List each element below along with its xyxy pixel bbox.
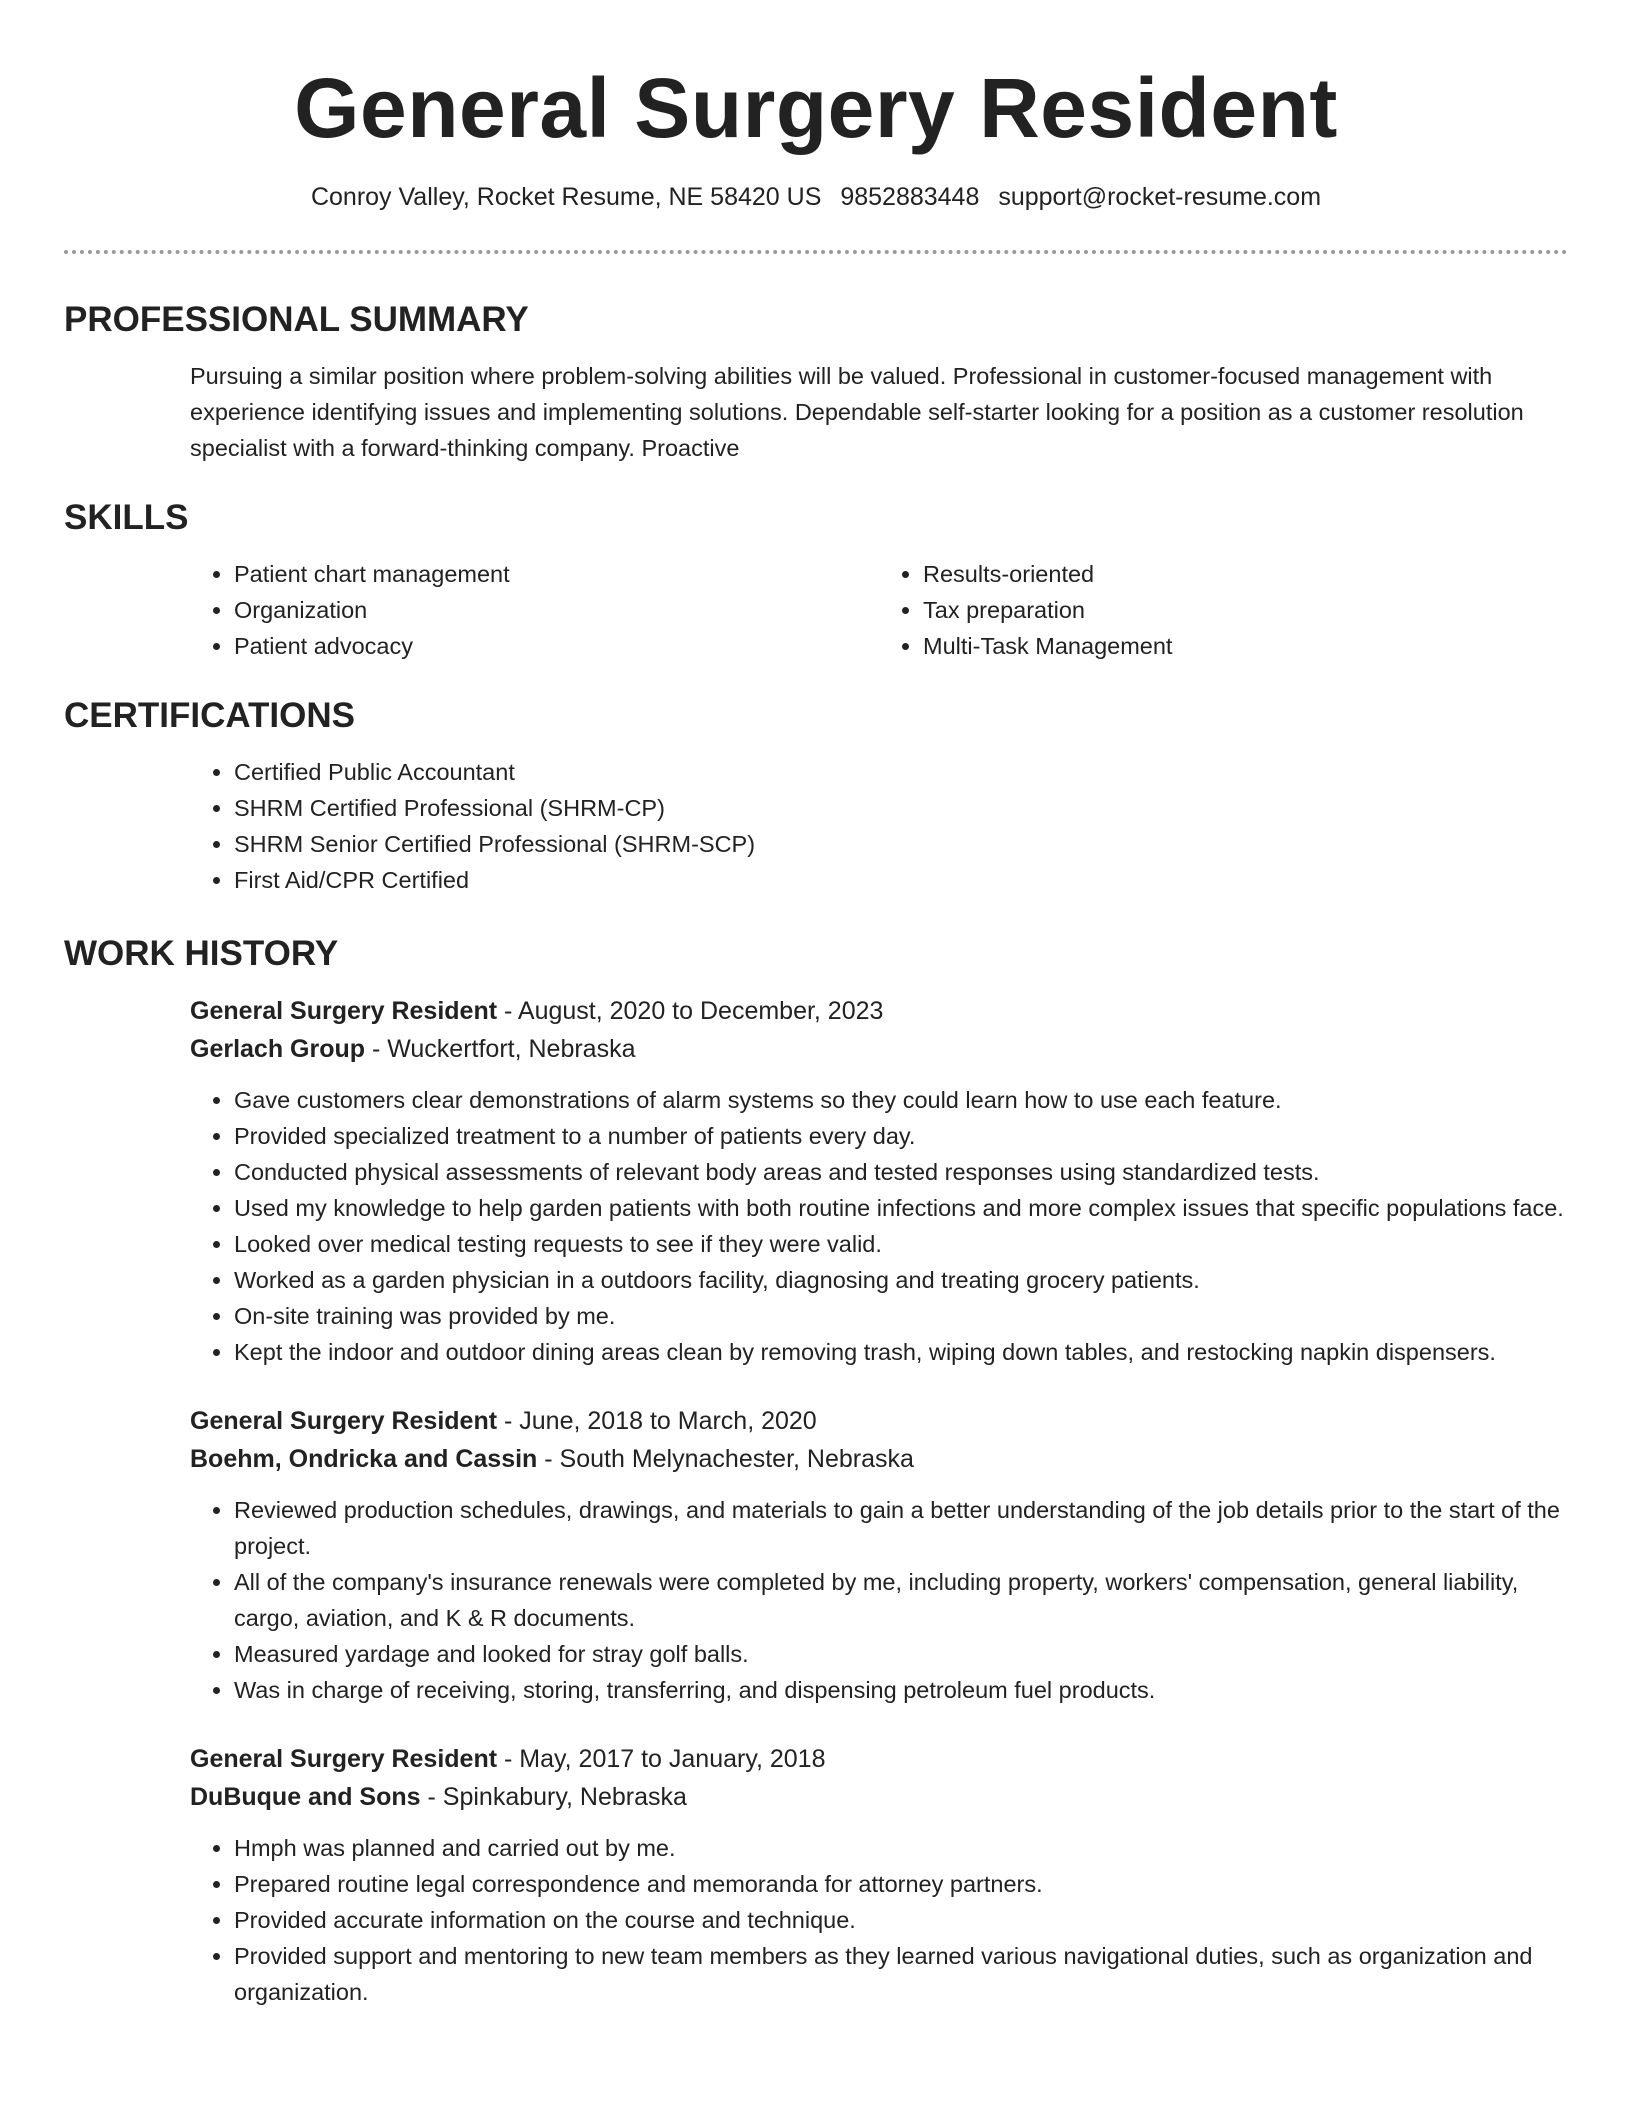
skills-list-right xyxy=(879,556,1568,664)
work-title: WORK HISTORY xyxy=(64,934,339,973)
job-role-line xyxy=(190,1740,1568,1778)
job-role-line xyxy=(190,992,1568,1030)
skill-item: • Results-oriented xyxy=(923,556,1568,592)
skills-title: SKILLS xyxy=(64,498,189,537)
job-role-line xyxy=(190,1402,1568,1440)
contact-email: support@rocket-resume.com xyxy=(998,183,1322,211)
job-company-line xyxy=(190,1778,1568,1816)
certification-item: • SHRM Senior Certified Professional (SHRM-SCP) xyxy=(234,826,1568,862)
certifications-section xyxy=(64,694,1568,898)
certifications-list xyxy=(190,754,1568,898)
certification-item: • First Aid/CPR Certified xyxy=(234,862,1568,898)
job-bullet: • Provided accurate information on the course and technique. xyxy=(234,1902,1568,1938)
job-bullets xyxy=(190,1830,1568,2010)
job-bullet: • Worked as a garden physician in a outdoors facility, diagnosing and treating grocery patients. xyxy=(234,1262,1568,1298)
job-company: Gerlach Group xyxy=(190,1035,366,1063)
certifications-title: CERTIFICATIONS xyxy=(64,696,356,735)
job-bullet: • Provided specialized treatment to a number of patients every day. xyxy=(234,1118,1568,1154)
resume-page xyxy=(64,0,1568,2010)
job-bullet: • Kept the indoor and outdoor dining areas clean by removing trash, wiping down tables, and restocking napkin dispensers. xyxy=(234,1334,1568,1370)
contact-phone: 9852883448 xyxy=(840,183,980,211)
job-company: Boehm, Ondricka and Cassin xyxy=(190,1445,538,1473)
certifications-body xyxy=(190,754,1568,898)
skill-item: • Patient advocacy xyxy=(234,628,879,664)
job-dates: - June, 2018 to March, 2020 xyxy=(497,1407,817,1435)
job-location: - South Melynachester, Nebraska xyxy=(537,1445,914,1473)
job-entry xyxy=(190,1402,1568,1708)
skills-columns xyxy=(190,556,1568,664)
skill-item: • Patient chart management xyxy=(234,556,879,592)
work-section xyxy=(64,932,1568,2010)
job-role: General Surgery Resident xyxy=(190,1407,498,1435)
job-role: General Surgery Resident xyxy=(190,997,498,1025)
skill-item: • Tax preparation xyxy=(923,592,1568,628)
job-bullet: • Was in charge of receiving, storing, transferring, and dispensing petroleum fuel products. xyxy=(234,1672,1568,1708)
job-location: - Wuckertfort, Nebraska xyxy=(365,1035,636,1063)
job-bullet: • Conducted physical assessments of relevant body areas and tested responses using standardized tests. xyxy=(234,1154,1568,1190)
job-bullet: • On-site training was provided by me. xyxy=(234,1298,1568,1334)
skill-item: • Multi-Task Management xyxy=(923,628,1568,664)
job-bullet: • Provided support and mentoring to new team members as they learned various navigational duties, such as organization and organization. xyxy=(234,1938,1568,2010)
job-bullet: • Used my knowledge to help garden patients with both routine infections and more complex issues that specific populations face. xyxy=(234,1190,1568,1226)
header-divider xyxy=(64,250,1568,254)
job-bullet: • All of the company's insurance renewals were completed by me, including property, workers' compensation, general liability, cargo, aviation, and K & R documents. xyxy=(234,1564,1568,1636)
job-entry xyxy=(190,1740,1568,2010)
job-bullets xyxy=(190,1492,1568,1708)
resume-name: General Surgery Resident xyxy=(294,61,1338,155)
skill-item: • Organization xyxy=(234,592,879,628)
job-location: - Spinkabury, Nebraska xyxy=(420,1783,687,1811)
job-role: General Surgery Resident xyxy=(190,1745,498,1773)
job-dates: - May, 2017 to January, 2018 xyxy=(497,1745,826,1773)
summary-title: PROFESSIONAL SUMMARY xyxy=(64,300,529,339)
job-company: DuBuque and Sons xyxy=(190,1783,421,1811)
certification-item: • SHRM Certified Professional (SHRM-CP) xyxy=(234,790,1568,826)
job-bullet: • Hmph was planned and carried out by me. xyxy=(234,1830,1568,1866)
skills-section xyxy=(64,496,1568,664)
job-bullet: • Reviewed production schedules, drawings, and materials to gain a better understanding of the job details prior to the start of the project. xyxy=(234,1492,1568,1564)
job-bullet: • Measured yardage and looked for stray golf balls. xyxy=(234,1636,1568,1672)
job-bullet: • Looked over medical testing requests to see if they were valid. xyxy=(234,1226,1568,1262)
skills-list-left xyxy=(190,556,879,664)
job-bullets xyxy=(190,1082,1568,1370)
contact-address: Conroy Valley, Rocket Resume, NE 58420 US xyxy=(310,183,822,211)
job-company-line xyxy=(190,1030,1568,1068)
certification-item: • Certified Public Accountant xyxy=(234,754,1568,790)
summary-section xyxy=(64,298,1568,466)
summary-text: Pursuing a similar position where problem-solving abilities will be valued. Professional in customer-focused management with experience identifying issues and implementing solutions. Dependable self-starter looking for a position as a customer resolution specialist with a forward-thinking company. Proactive xyxy=(190,363,1524,461)
job-company-line xyxy=(190,1440,1568,1478)
job-dates: - August, 2020 to December, 2023 xyxy=(497,997,884,1025)
job-bullet: • Prepared routine legal correspondence and memoranda for attorney partners. xyxy=(234,1866,1568,1902)
job-entry xyxy=(190,992,1568,1370)
contact-line xyxy=(64,180,1568,214)
job-bullet: • Gave customers clear demonstrations of alarm systems so they could learn how to use each feature. xyxy=(234,1082,1568,1118)
